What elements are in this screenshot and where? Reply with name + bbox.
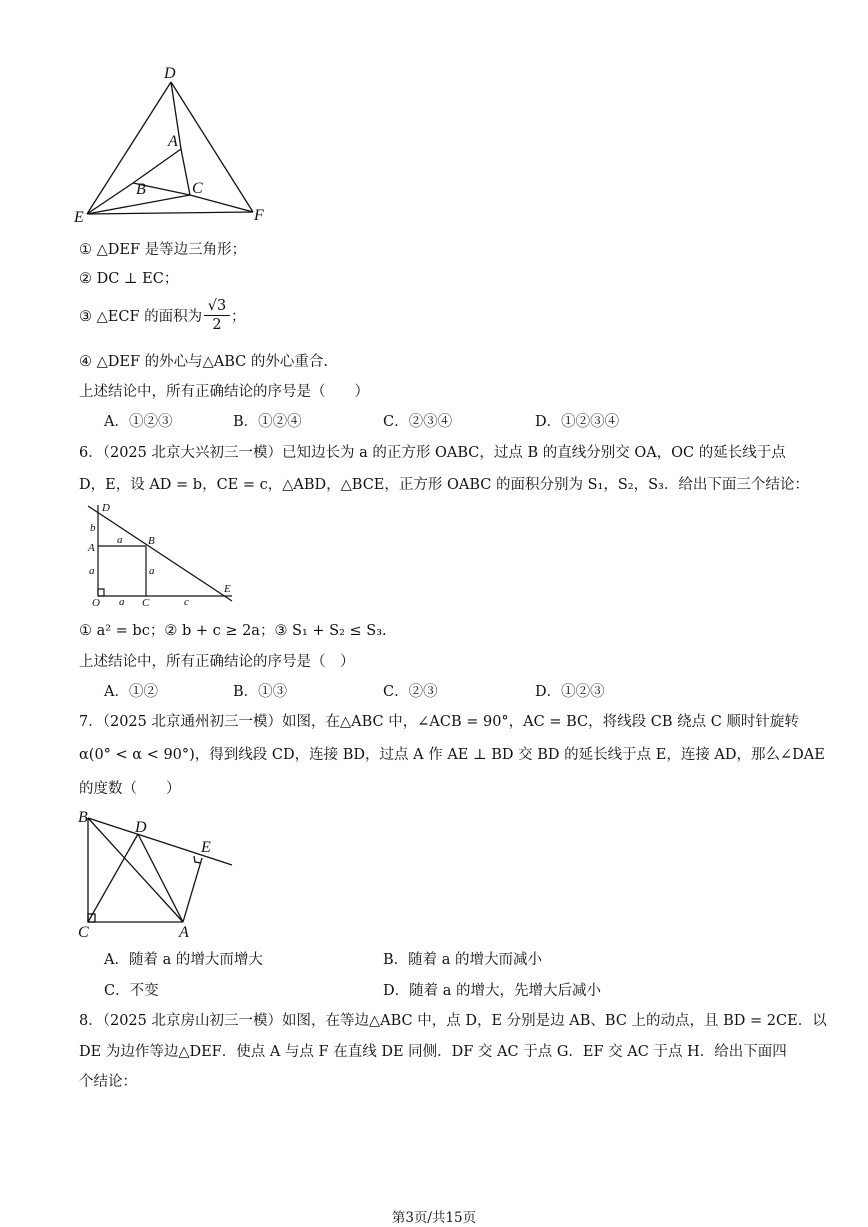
q5-item-3-text: ③ △ECF 的面积为 bbox=[79, 309, 203, 325]
fig2-label-c-small: c bbox=[184, 596, 189, 608]
q5-prompt: 上述结论中，所有正确结论的序号是（ ） bbox=[79, 384, 369, 400]
fig3-label-a: A bbox=[179, 924, 189, 941]
q8-line-3: 个结论： bbox=[79, 1074, 137, 1090]
q5-item-3 bbox=[79, 307, 202, 327]
fig2-label-b-point: B bbox=[148, 535, 155, 547]
q7-option-d[interactable]: D．随着 a 的增大，先增大后减小 bbox=[383, 983, 601, 999]
fraction-denominator: 2 bbox=[212, 317, 222, 333]
label-d: D bbox=[164, 65, 176, 82]
q5-option-c[interactable]: C．②③④ bbox=[383, 414, 453, 430]
q6-option-a[interactable]: A．①② bbox=[104, 684, 158, 700]
q6-option-b[interactable]: B．①③ bbox=[233, 684, 288, 700]
label-e: E bbox=[74, 209, 84, 226]
q7-line-1: 7．（2025 北京通州初三一模）如图，在△ABC 中，∠ACB = 90°，AC = BC，将线段 CB 绕点 C 顺时针旋转 bbox=[79, 714, 799, 730]
fig2-label-e: E bbox=[224, 583, 231, 595]
fig2-label-a-right: a bbox=[149, 565, 155, 577]
q5-option-d[interactable]: D．①②③④ bbox=[535, 414, 620, 430]
fraction-numerator: √3 bbox=[204, 297, 230, 316]
q8-line-2: DE 为边作等边△DEF．使点 A 与点 F 在直线 DE 同侧．DF 交 AC 于点 G．EF 交 AC 于点 H．给出下面四 bbox=[79, 1044, 787, 1060]
fig3-label-e: E bbox=[201, 839, 211, 856]
q6-conclusions: ① a² = bc；② b + c ≥ 2a；③ S₁ + S₂ ≤ S₃. bbox=[79, 623, 387, 639]
q8-line-1: 8．（2025 北京房山初三一模）如图，在等边△ABC 中，点 D，E 分别是边 AB、BC 上的动点，且 BD = 2CE．以 bbox=[79, 1013, 827, 1029]
page-footer: 第3页/共15页 bbox=[391, 1210, 477, 1226]
label-c: C bbox=[192, 180, 203, 197]
q7-option-c[interactable]: C．不变 bbox=[104, 983, 159, 999]
label-f: F bbox=[254, 207, 264, 224]
fig3-label-d: D bbox=[135, 819, 147, 836]
figure-triangle-def bbox=[70, 62, 280, 227]
label-a: A bbox=[168, 133, 178, 150]
fig3-label-b: B bbox=[78, 809, 88, 826]
figure-rotation bbox=[72, 806, 240, 941]
q7-option-b[interactable]: B．随着 a 的增大而减小 bbox=[383, 952, 543, 968]
fig3-label-c: C bbox=[78, 924, 89, 941]
fig2-label-o: O bbox=[92, 597, 100, 609]
q6-prompt: 上述结论中，所有正确结论的序号是（ ） bbox=[79, 654, 355, 670]
q5-item-2: ② DC ⊥ EC； bbox=[79, 271, 179, 287]
fig2-label-c-point: C bbox=[142, 597, 150, 609]
q7-line-3: 的度数（ ） bbox=[79, 781, 181, 797]
q7-line-2: α(0° < α < 90°)，得到线段 CD，连接 BD，过点 A 作 AE ⊥ BD 交 BD 的延长线于点 E，连接 AD，那么∠DAE bbox=[79, 747, 825, 763]
fig2-label-a-top: a bbox=[117, 534, 123, 546]
q5-item-4: ④ △DEF 的外心与△ABC 的外心重合. bbox=[79, 354, 328, 370]
q6-line-2: D，E，设 AD = b，CE = c，△ABD，△BCE，正方形 OABC 的面积分别为 S₁，S₂，S₃．给出下面三个结论： bbox=[79, 477, 809, 493]
q5-option-b[interactable]: B．①②④ bbox=[233, 414, 302, 430]
figure-square-oabc bbox=[80, 500, 240, 610]
fig2-label-a-bottom: a bbox=[119, 596, 125, 608]
q7-option-a[interactable]: A．随着 a 的增大而增大 bbox=[104, 952, 263, 968]
q5-area-suffix: ； bbox=[231, 309, 246, 325]
q6-line-1: 6．（2025 北京大兴初三一模）已知边长为 a 的正方形 OABC，过点 B 的直线分别交 OA，OC 的延长线于点 bbox=[79, 445, 786, 461]
fig2-label-b-small: b bbox=[90, 522, 96, 534]
label-b: B bbox=[136, 181, 146, 198]
q5-option-a[interactable]: A．①②③ bbox=[104, 414, 173, 430]
fig2-label-a-point: A bbox=[88, 542, 95, 554]
fig2-label-d: D bbox=[102, 502, 110, 514]
fig2-label-a-left: a bbox=[89, 565, 95, 577]
q6-option-d[interactable]: D．①②③ bbox=[535, 684, 605, 700]
q5-item-1: ① △DEF 是等边三角形； bbox=[79, 242, 247, 258]
q5-area-fraction bbox=[204, 297, 230, 334]
q6-option-c[interactable]: C．②③ bbox=[383, 684, 438, 700]
